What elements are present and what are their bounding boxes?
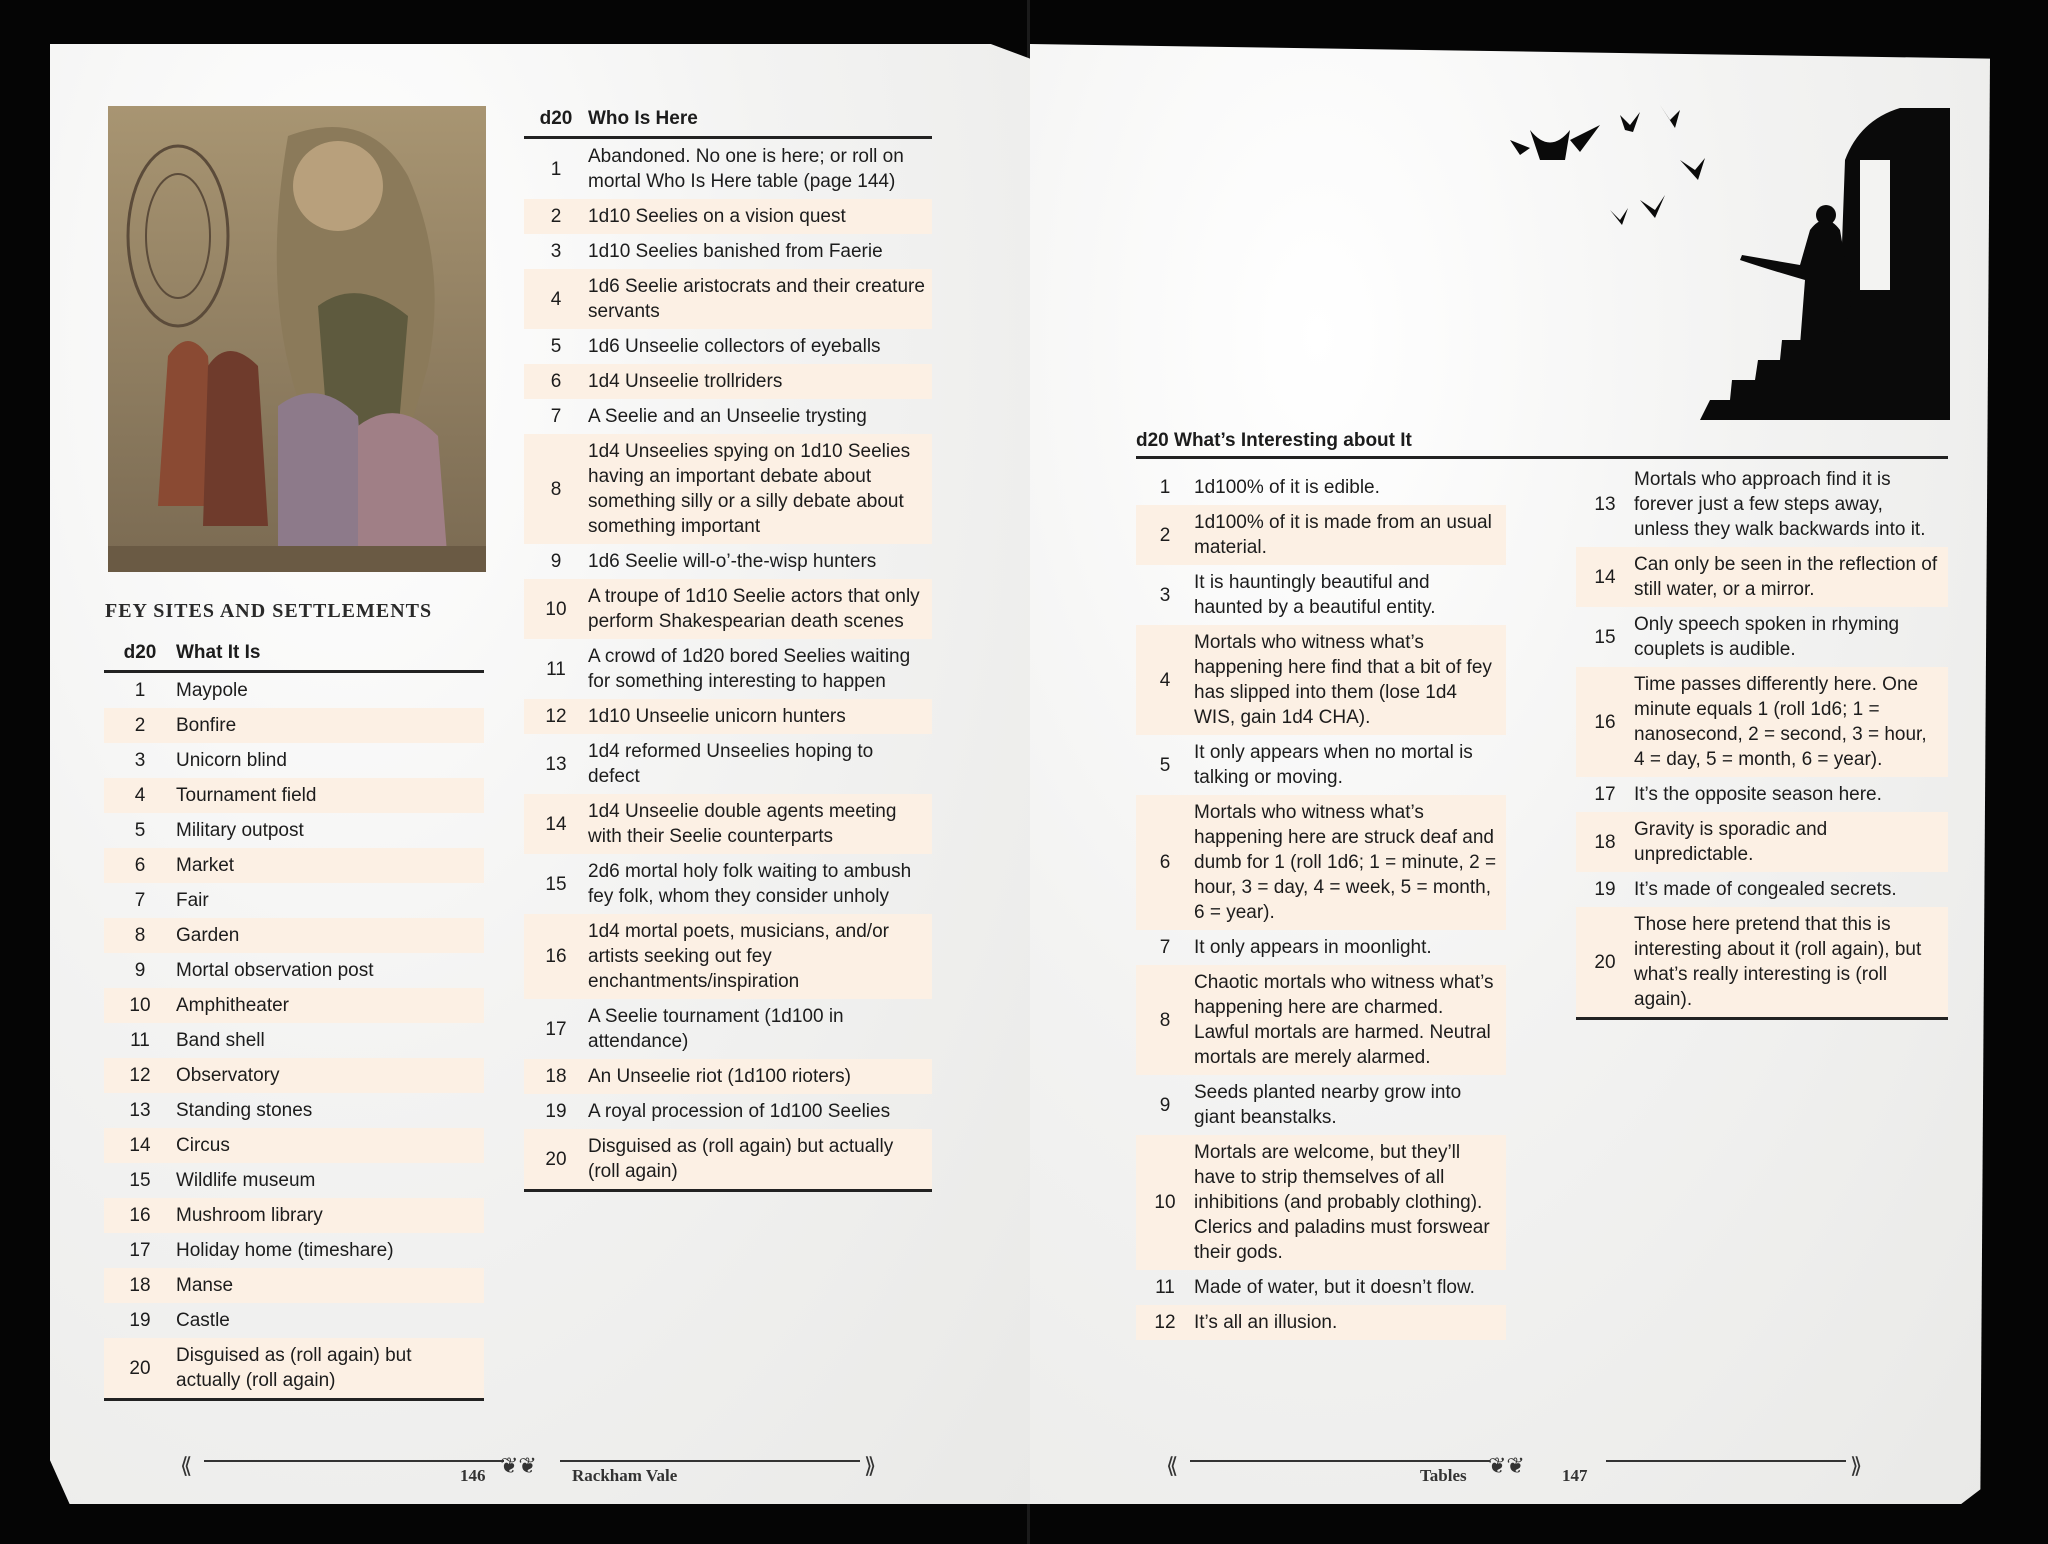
die-header: d20 bbox=[123, 642, 157, 663]
flourish-icon: ❦❦ bbox=[500, 1454, 537, 1479]
row-text: An Unseelie riot (1d100 rioters) bbox=[588, 1066, 851, 1087]
label-header: Who Is Here bbox=[588, 108, 698, 129]
row-text: Abandoned. No one is here; or roll on mortal Who Is Here table (page 144) bbox=[588, 146, 904, 192]
die-value: 5 bbox=[1159, 754, 1171, 776]
table-row bbox=[1136, 1135, 1506, 1270]
table-row bbox=[524, 139, 932, 199]
table-row bbox=[1576, 547, 1948, 607]
footer-rule bbox=[1606, 1460, 1846, 1462]
die-value: 17 bbox=[545, 1018, 567, 1040]
flourish-icon: ⟫ bbox=[864, 1454, 877, 1479]
die-value: 5 bbox=[550, 336, 562, 357]
table-row bbox=[104, 673, 484, 708]
row-text: 1d4 Unseelie trollriders bbox=[588, 371, 783, 392]
row-text: Observatory bbox=[176, 1065, 280, 1086]
table-row bbox=[1136, 930, 1506, 965]
page-number: 146 bbox=[460, 1466, 486, 1485]
row-text: 1d6 Unseelie collectors of eyeballs bbox=[588, 336, 881, 357]
row-text: Mortal observation post bbox=[176, 960, 374, 981]
row-text: It’s made of congealed secrets. bbox=[1634, 879, 1897, 900]
table-row bbox=[1576, 667, 1948, 777]
die-value: 8 bbox=[550, 478, 562, 500]
table-body bbox=[104, 673, 484, 1398]
table-row bbox=[524, 399, 932, 434]
table-row bbox=[104, 953, 484, 988]
table-row bbox=[1576, 777, 1948, 812]
row-text: Disguised as (roll again) but actually (roll again) bbox=[588, 1136, 894, 1182]
left-footer bbox=[180, 1450, 890, 1490]
table-body bbox=[1136, 470, 1506, 1340]
table-row bbox=[104, 883, 484, 918]
footer-title: Rackham Vale bbox=[572, 1466, 678, 1485]
die-value: 7 bbox=[550, 406, 562, 427]
table-row bbox=[524, 794, 932, 854]
die-value: 6 bbox=[550, 371, 562, 392]
table-row bbox=[1136, 505, 1506, 565]
row-text: It is hauntingly beautiful and haunted by a beautiful entity. bbox=[1194, 572, 1436, 618]
table-header bbox=[524, 102, 932, 139]
die-value: 1 bbox=[1159, 477, 1171, 498]
row-text: Holiday home (timeshare) bbox=[176, 1240, 394, 1261]
footer-rule bbox=[560, 1460, 860, 1462]
table-row bbox=[104, 848, 484, 883]
table-row bbox=[1576, 462, 1948, 547]
die-value: 13 bbox=[129, 1100, 151, 1121]
table-row bbox=[524, 1094, 932, 1129]
table-row bbox=[104, 1233, 484, 1268]
table-row bbox=[104, 1338, 484, 1398]
footer-rule bbox=[1190, 1460, 1490, 1462]
row-text: Wildlife museum bbox=[176, 1170, 316, 1191]
die-value: 9 bbox=[550, 551, 562, 572]
die-value: 3 bbox=[134, 750, 146, 771]
table-row bbox=[524, 199, 932, 234]
table-row bbox=[524, 699, 932, 734]
table-row bbox=[104, 708, 484, 743]
row-text: 1d10 Seelies banished from Faerie bbox=[588, 241, 883, 262]
die-value: 2 bbox=[1159, 524, 1171, 546]
fey-sites-table bbox=[104, 636, 484, 1401]
table-row bbox=[524, 234, 932, 269]
die-value: 20 bbox=[129, 1357, 151, 1379]
table-row bbox=[1576, 872, 1948, 907]
table-row bbox=[524, 639, 932, 699]
row-text: Time passes differently here. One minute equals 1 (roll 1d6; 1 = nanosecond, 2 = second, 3 = hour, 4 = day, 5 = month, 6 = year). bbox=[1634, 674, 1927, 770]
table-row bbox=[524, 544, 932, 579]
die-value: 19 bbox=[129, 1310, 151, 1331]
row-text: Disguised as (roll again) but actually (roll again) bbox=[176, 1345, 412, 1391]
table-row bbox=[524, 434, 932, 544]
table-row bbox=[1136, 1305, 1506, 1340]
flourish-icon: ⟫ bbox=[1850, 1454, 1863, 1479]
die-value: 15 bbox=[129, 1170, 151, 1191]
table-row bbox=[1136, 625, 1506, 735]
table-row bbox=[104, 778, 484, 813]
table-body bbox=[524, 139, 932, 1189]
row-text: Amphitheater bbox=[176, 995, 290, 1016]
die-value: 12 bbox=[129, 1065, 151, 1086]
row-text: Chaotic mortals who witness what’s happening here are charmed. Lawful mortals are harmed. Neutral mortals are merely alarmed. bbox=[1194, 972, 1494, 1068]
row-text: Made of water, but it doesn’t flow. bbox=[1194, 1277, 1475, 1298]
table-row bbox=[1136, 1270, 1506, 1305]
flourish-icon: ⟪ bbox=[180, 1454, 193, 1479]
die-value: 15 bbox=[545, 873, 567, 895]
row-text: Mortals who witness what’s happening here are struck deaf and dumb for 1 (roll 1d6; 1 = minute, 2 = hour, 3 = day, 4 = week, 5 = month, 6 = year). bbox=[1194, 802, 1497, 923]
die-value: 11 bbox=[546, 658, 566, 680]
table-row bbox=[524, 269, 932, 329]
table-row bbox=[104, 1163, 484, 1198]
die-value: 16 bbox=[1594, 711, 1616, 733]
row-text: Mortals who witness what’s happening here find that a bit of fey has slipped into them (lose 1d4 WIS, gain 1d4 CHA). bbox=[1194, 632, 1492, 728]
row-text: Mortals who approach find it is forever just a few steps away, unless they walk backwards into it. bbox=[1634, 469, 1926, 540]
row-text: A Seelie and an Unseelie trysting bbox=[588, 406, 867, 427]
table-row bbox=[524, 364, 932, 399]
row-text: Unicorn blind bbox=[176, 750, 287, 771]
table-body bbox=[1576, 462, 1948, 1017]
row-text: 2d6 mortal holy folk waiting to ambush fey folk, whom they consider unholy bbox=[588, 861, 912, 907]
row-text: 1d4 Unseelie double agents meeting with their Seelie counterparts bbox=[588, 801, 897, 847]
die-value: 4 bbox=[550, 288, 562, 310]
table-row bbox=[1136, 1075, 1506, 1135]
table-bottom-rule bbox=[1576, 1017, 1948, 1020]
die-value: 19 bbox=[1594, 879, 1616, 900]
table-row bbox=[104, 1268, 484, 1303]
row-text: 1d6 Seelie aristocrats and their creature servants bbox=[588, 276, 925, 322]
table-row bbox=[104, 1128, 484, 1163]
die-value: 1 bbox=[134, 680, 146, 701]
die-value: 8 bbox=[134, 925, 146, 946]
die-value: 12 bbox=[1154, 1312, 1176, 1333]
die-value: 6 bbox=[134, 855, 146, 876]
table-row bbox=[524, 914, 932, 999]
table-row bbox=[104, 1058, 484, 1093]
table-row bbox=[104, 813, 484, 848]
die-value: 16 bbox=[129, 1205, 151, 1226]
table-row bbox=[524, 1059, 932, 1094]
die-value: 8 bbox=[1159, 1009, 1171, 1031]
table-row bbox=[1136, 795, 1506, 930]
flourish-icon: ⟪ bbox=[1166, 1454, 1179, 1479]
row-text: It’s the opposite season here. bbox=[1634, 784, 1882, 805]
interesting-table-col1 bbox=[1136, 470, 1506, 1340]
die-value: 6 bbox=[1159, 852, 1171, 873]
die-value: 20 bbox=[1594, 951, 1616, 973]
die-value: 2 bbox=[550, 206, 562, 227]
right-footer bbox=[1166, 1450, 1876, 1490]
flourish-icon: ❦❦ bbox=[1488, 1454, 1525, 1479]
table-row bbox=[1576, 812, 1948, 872]
row-text: Maypole bbox=[176, 680, 248, 701]
row-text: 1d4 reformed Unseelies hoping to defect bbox=[588, 741, 874, 787]
table-row bbox=[524, 734, 932, 794]
die-value: 4 bbox=[1159, 669, 1171, 691]
row-text: Seeds planted nearby grow into giant beanstalks. bbox=[1194, 1082, 1462, 1128]
table-row bbox=[104, 743, 484, 778]
troll-illustration bbox=[108, 106, 486, 572]
row-text: 1d100% of it is edible. bbox=[1194, 477, 1380, 498]
table-row bbox=[104, 1303, 484, 1338]
table-row bbox=[104, 1198, 484, 1233]
die-value: 15 bbox=[1594, 626, 1616, 648]
label-header: What It Is bbox=[176, 642, 261, 663]
table-row bbox=[1136, 565, 1506, 625]
row-text: Standing stones bbox=[176, 1100, 313, 1121]
die-value: 10 bbox=[545, 598, 567, 620]
row-text: Bonfire bbox=[176, 715, 237, 736]
die-value: 13 bbox=[1594, 494, 1616, 515]
interesting-table-col2 bbox=[1576, 462, 1948, 1020]
die-value: 5 bbox=[134, 820, 146, 841]
table-row bbox=[104, 1023, 484, 1058]
page-number: 147 bbox=[1562, 1466, 1588, 1485]
footer-rule bbox=[204, 1460, 504, 1462]
row-text: A crowd of 1d20 bored Seelies waiting for something interesting to happen bbox=[588, 646, 911, 692]
die-value: 18 bbox=[1594, 831, 1616, 853]
die-value: 20 bbox=[545, 1148, 567, 1170]
table-bottom-rule bbox=[104, 1398, 484, 1401]
row-text: 1d6 Seelie will-o’-the-wisp hunters bbox=[588, 551, 877, 572]
row-text: A royal procession of 1d100 Seelies bbox=[588, 1101, 891, 1122]
die-value: 17 bbox=[1594, 784, 1616, 805]
table-row bbox=[1136, 965, 1506, 1075]
die-value: 18 bbox=[545, 1066, 567, 1087]
row-text: Circus bbox=[176, 1135, 230, 1156]
die-value: 4 bbox=[134, 785, 146, 806]
row-text: 1d4 mortal poets, musicians, and/or artists seeking out fey enchantments/inspiration bbox=[588, 921, 889, 992]
table-row bbox=[1576, 907, 1948, 1017]
table-row bbox=[104, 918, 484, 953]
die-value: 7 bbox=[134, 890, 146, 911]
row-text: Military outpost bbox=[176, 820, 304, 841]
interesting-table-title: d20 What’s Interesting about It bbox=[1136, 430, 1948, 459]
table-row bbox=[1136, 470, 1506, 505]
table-row bbox=[1576, 607, 1948, 667]
die-value: 9 bbox=[134, 960, 146, 981]
row-text: A troupe of 1d10 Seelie actors that only perform Shakespearian death scenes bbox=[588, 586, 920, 632]
row-text: Fair bbox=[176, 890, 209, 911]
die-header: d20 bbox=[539, 108, 573, 129]
die-value: 7 bbox=[1159, 937, 1171, 958]
table-row bbox=[104, 988, 484, 1023]
die-value: 3 bbox=[550, 241, 562, 262]
row-text: 1d100% of it is made from an usual material. bbox=[1194, 512, 1492, 558]
table-header bbox=[104, 636, 484, 673]
die-value: 18 bbox=[129, 1275, 151, 1296]
witch-silhouette-illustration bbox=[1480, 100, 1950, 425]
table-row bbox=[524, 999, 932, 1059]
die-value: 3 bbox=[1159, 584, 1171, 606]
die-value: 12 bbox=[545, 706, 567, 727]
row-text: Only speech spoken in rhyming couplets is audible. bbox=[1634, 614, 1900, 660]
row-text: Those here pretend that this is interesting about it (roll again), but what’s really interesting is (roll again). bbox=[1634, 914, 1922, 1010]
row-text: Can only be seen in the reflection of still water, or a mirror. bbox=[1634, 554, 1938, 600]
row-text: Gravity is sporadic and unpredictable. bbox=[1634, 819, 1828, 865]
row-text: 1d10 Seelies on a vision quest bbox=[588, 206, 846, 227]
row-text: Band shell bbox=[176, 1030, 265, 1051]
row-text: Manse bbox=[176, 1275, 234, 1296]
row-text: 1d4 Unseelies spying on 1d10 Seelies having an important debate about something silly or a silly debate about something important bbox=[588, 441, 911, 537]
footer-title: Tables bbox=[1420, 1466, 1467, 1485]
die-value: 14 bbox=[129, 1135, 151, 1156]
row-text: Mushroom library bbox=[176, 1205, 323, 1226]
section-title: FEY SITES AND SETTLEMENTS bbox=[105, 600, 433, 622]
row-text: Market bbox=[176, 855, 235, 876]
row-text: 1d10 Unseelie unicorn hunters bbox=[588, 706, 846, 727]
table-row bbox=[524, 329, 932, 364]
die-value: 14 bbox=[1594, 566, 1616, 588]
die-value: 19 bbox=[545, 1101, 567, 1122]
die-value: 2 bbox=[134, 715, 146, 736]
die-value: 11 bbox=[130, 1030, 150, 1051]
die-value: 11 bbox=[1155, 1277, 1175, 1298]
table-row bbox=[104, 1093, 484, 1128]
row-text: It only appears in moonlight. bbox=[1194, 937, 1432, 958]
table-row bbox=[524, 854, 932, 914]
row-text: A Seelie tournament (1d100 in attendance) bbox=[588, 1006, 844, 1052]
table-bottom-rule bbox=[524, 1189, 932, 1192]
table-row bbox=[524, 579, 932, 639]
row-text: It’s all an illusion. bbox=[1194, 1312, 1338, 1333]
die-value: 17 bbox=[129, 1240, 151, 1261]
die-value: 10 bbox=[129, 995, 151, 1016]
row-text: Castle bbox=[176, 1310, 230, 1331]
row-text: Mortals are welcome, but they’ll have to strip themselves of all inhibitions (and probably clothing). Clerics and paladins must forswear their gods. bbox=[1194, 1142, 1490, 1263]
die-value: 1 bbox=[550, 158, 562, 180]
row-text: Garden bbox=[176, 925, 240, 946]
table-row bbox=[524, 1129, 932, 1189]
table-row bbox=[1136, 735, 1506, 795]
die-value: 10 bbox=[1154, 1192, 1176, 1213]
row-text: Tournament field bbox=[176, 785, 317, 806]
die-value: 14 bbox=[545, 813, 567, 835]
row-text: It only appears when no mortal is talking or moving. bbox=[1194, 742, 1473, 788]
die-value: 16 bbox=[545, 946, 567, 967]
who-is-here-table bbox=[524, 102, 932, 1192]
die-value: 13 bbox=[545, 753, 567, 775]
die-value: 9 bbox=[1159, 1094, 1171, 1116]
